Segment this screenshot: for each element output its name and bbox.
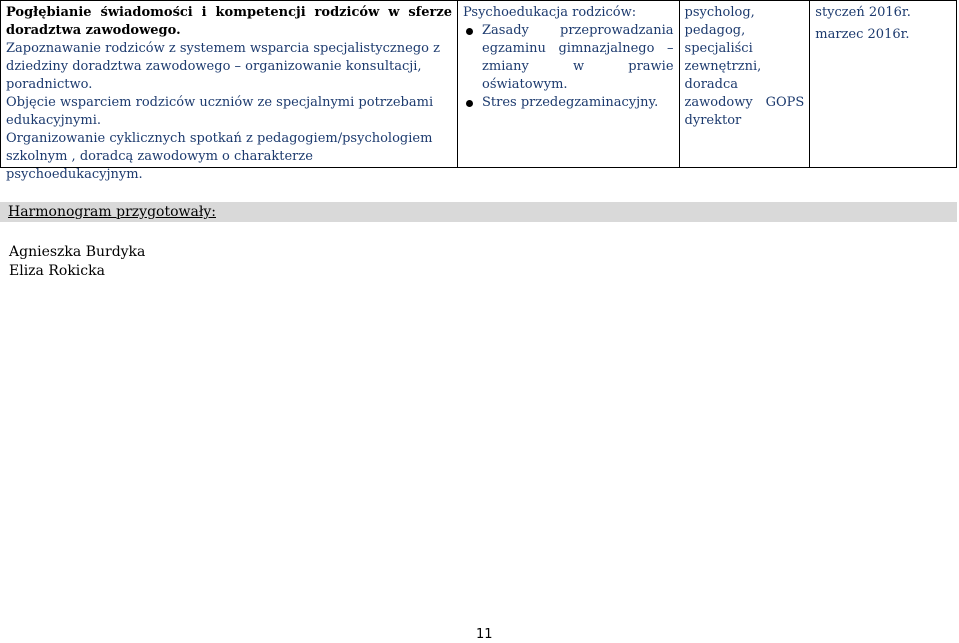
date-start: styczeń 2016r. — [815, 5, 911, 20]
activity-paragraph: Zapoznawanie rodziców z systemem wsparcia specjalistycznego z dziedziny doradztwa zawodowego – organizowanie konsultacji, poradnictwo. — [6, 41, 440, 92]
activity-cell — [1, 1, 458, 182]
activity-paragraph: Organizowanie cyklicznych spotkań z pedagogiem/psychologiem szkolnym , doradcą zawodowym o charakterze psychoedukacyjnym. — [6, 131, 433, 182]
signers-list — [9, 243, 145, 281]
dates-cell — [810, 1, 956, 167]
date-end: marzec 2016r. — [815, 27, 910, 42]
signer-name: Agnieszka Burdyka — [9, 244, 146, 260]
schedule-table — [0, 0, 957, 182]
forms-list — [463, 22, 674, 112]
responsible-cell — [680, 1, 811, 167]
activity-paragraph: Objęcie wsparciem rodziców uczniów ze specjalnymi potrzebami edukacyjnymi. — [6, 95, 434, 128]
prepared-by-label: Harmonogram przygotowały: — [8, 204, 217, 220]
forms-list-item: Zasady przeprowadzania egzaminu gimnazjalnego – zmiany w prawie oświatowym. — [463, 22, 674, 94]
forms-list-item: Stres przedegzaminacyjny. — [463, 94, 674, 112]
prepared-by-heading — [0, 202, 957, 222]
page-number: 11 — [476, 627, 493, 642]
signer-name: Eliza Rokicka — [9, 263, 105, 279]
forms-intro: Psychoedukacja rodziców: — [463, 5, 637, 20]
responsible-text: psycholog, pedagog, specjaliści zewnętrzni, doradca zawodowy GOPS dyrektor — [684, 5, 805, 128]
activity-title: Pogłębianie świadomości i kompetencji rodziców w sferze doradztwa zawodowego. — [6, 5, 453, 38]
forms-cell — [458, 1, 680, 167]
